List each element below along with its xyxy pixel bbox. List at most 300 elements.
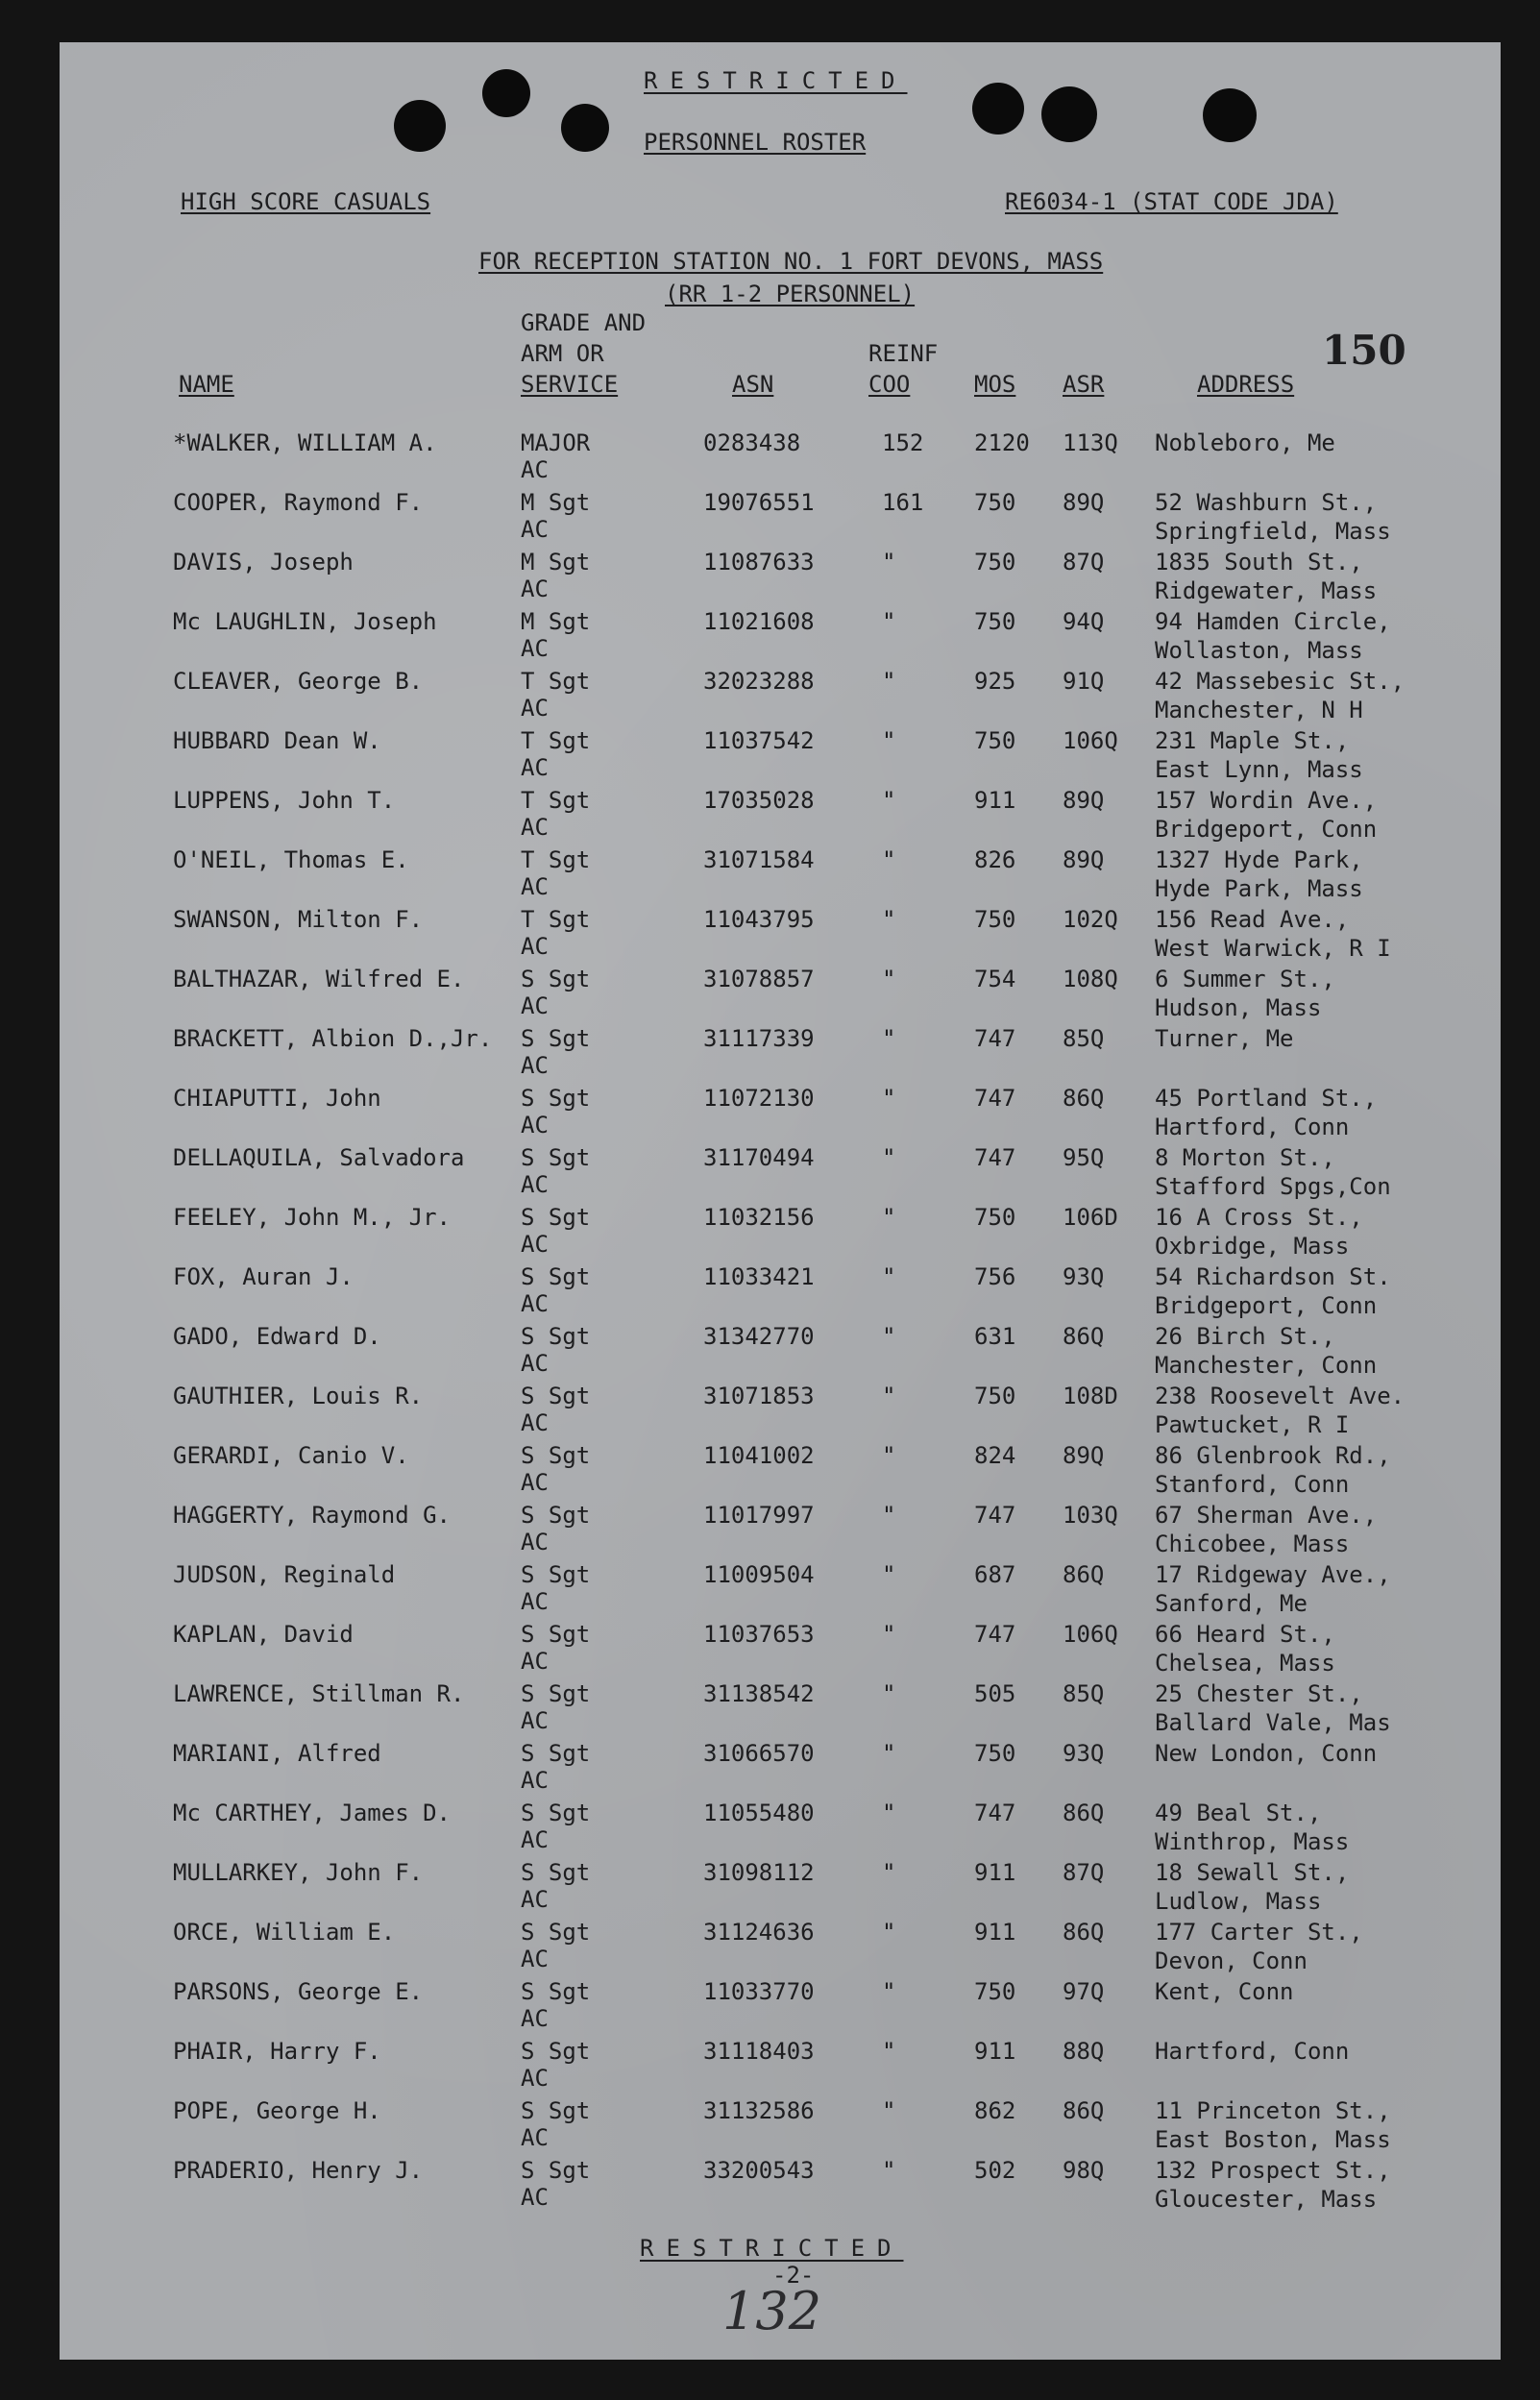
address-line1: 16 A Cross St., — [1155, 1204, 1363, 1231]
coo-cell: " — [882, 2157, 896, 2184]
mos-cell: 911 — [974, 787, 1016, 814]
address-line2: Chicobee, Mass — [1155, 1531, 1350, 1557]
asr-cell: 86Q — [1063, 1919, 1105, 1946]
asn-cell: 11043795 — [703, 906, 815, 933]
name-cell: Mc CARTHEY, James D. — [173, 1800, 451, 1826]
punch-hole — [394, 100, 446, 152]
address-line1: Nobleboro, Me — [1155, 429, 1335, 456]
name-cell: KAPLAN, David — [173, 1621, 354, 1648]
asr-cell: 95Q — [1063, 1144, 1105, 1171]
asr-cell: 86Q — [1063, 1085, 1105, 1112]
address-line2: East Lynn, Mass — [1155, 756, 1363, 783]
arm-cell: AC — [521, 1648, 549, 1675]
mos-cell: 925 — [974, 668, 1016, 695]
asr-cell: 86Q — [1063, 2097, 1105, 2124]
coo-cell: 152 — [882, 429, 924, 456]
mos-cell: 2120 — [974, 429, 1030, 456]
coo-cell: " — [882, 1442, 896, 1469]
arm-cell: AC — [521, 933, 549, 960]
grade-cell: S Sgt — [521, 1204, 591, 1231]
address-line1: 132 Prospect St., — [1155, 2157, 1391, 2184]
grade-cell: M Sgt — [521, 549, 591, 576]
asn-cell: 31170494 — [703, 1144, 815, 1171]
asn-cell: 19076551 — [703, 489, 815, 516]
grade-cell: S Sgt — [521, 1383, 591, 1409]
name-cell: LAWRENCE, Stillman R. — [173, 1680, 465, 1707]
address-line1: Kent, Conn — [1155, 1978, 1294, 2005]
grade-header-line2: ARM OR — [521, 340, 604, 367]
asn-cell: 11017997 — [703, 1502, 815, 1529]
name-cell: PHAIR, Harry F. — [173, 2038, 381, 2065]
grade-cell: T Sgt — [521, 846, 591, 873]
address-line2: Devon, Conn — [1155, 1947, 1308, 1974]
mos-cell: 747 — [974, 1144, 1016, 1171]
coo-cell: " — [882, 1859, 896, 1886]
restricted-footer: RESTRICTED — [640, 2235, 904, 2262]
asr-cell: 113Q — [1063, 429, 1118, 456]
asn-cell: 31138542 — [703, 1680, 815, 1707]
address-line2: Sanford, Me — [1155, 1590, 1308, 1617]
address-line1: 18 Sewall St., — [1155, 1859, 1350, 1886]
name-cell: PARSONS, George E. — [173, 1978, 424, 2005]
name-cell: GADO, Edward D. — [173, 1323, 381, 1350]
coo-cell: " — [882, 1025, 896, 1052]
coo-cell: " — [882, 1740, 896, 1767]
address-line1: 17 Ridgeway Ave., — [1155, 1561, 1391, 1588]
asn-cell: 31098112 — [703, 1859, 815, 1886]
mos-cell: 747 — [974, 1800, 1016, 1826]
asn-cell: 31124636 — [703, 1919, 815, 1946]
arm-cell: AC — [521, 2184, 549, 2211]
mos-cell: 750 — [974, 608, 1016, 635]
mos-header: MOS — [974, 371, 1016, 398]
asr-cell: 97Q — [1063, 1978, 1105, 2005]
table-row — [60, 1799, 1501, 1858]
table-row — [60, 1322, 1501, 1382]
grade-cell: S Sgt — [521, 1263, 591, 1290]
address-line2: Wollaston, Mass — [1155, 637, 1363, 664]
arm-cell: AC — [521, 873, 549, 900]
table-row — [60, 786, 1501, 845]
mos-cell: 911 — [974, 1859, 1016, 1886]
asn-cell: 33200543 — [703, 2157, 815, 2184]
table-row — [60, 488, 1501, 548]
name-cell: POPE, George H. — [173, 2097, 381, 2124]
page-number: 150 — [1322, 327, 1406, 374]
table-row — [60, 1620, 1501, 1679]
table-row — [60, 1679, 1501, 1739]
asr-cell: 85Q — [1063, 1680, 1105, 1707]
asn-cell: 11037542 — [703, 727, 815, 754]
mos-cell: 747 — [974, 1025, 1016, 1052]
address-line1: 231 Maple St., — [1155, 727, 1350, 754]
table-row — [60, 607, 1501, 667]
address-line1: 25 Chester St., — [1155, 1680, 1363, 1707]
mos-cell: 826 — [974, 846, 1016, 873]
coo-cell: " — [882, 1502, 896, 1529]
asn-cell: 11032156 — [703, 1204, 815, 1231]
address-line2: Winthrop, Mass — [1155, 1828, 1350, 1855]
name-header: NAME — [179, 371, 234, 398]
coo-cell: " — [882, 1919, 896, 1946]
table-row — [60, 1977, 1501, 2037]
asn-cell: 11021608 — [703, 608, 815, 635]
grade-cell: S Sgt — [521, 1144, 591, 1171]
asn-cell: 11055480 — [703, 1800, 815, 1826]
coo-cell: " — [882, 1621, 896, 1648]
arm-cell: AC — [521, 1946, 549, 1972]
asn-cell: 11041002 — [703, 1442, 815, 1469]
reinf-header-line2: COO — [868, 371, 911, 398]
address-line1: 42 Massebesic St., — [1155, 668, 1406, 695]
arm-cell: AC — [521, 1529, 549, 1555]
address-line2: Ridgewater, Mass — [1155, 577, 1378, 604]
table-row — [60, 548, 1501, 607]
mos-cell: 750 — [974, 727, 1016, 754]
address-line2: Manchester, N H — [1155, 697, 1363, 723]
arm-cell: AC — [521, 1409, 549, 1436]
page-mark: -2- — [772, 2262, 815, 2289]
name-cell: SWANSON, Milton F. — [173, 906, 424, 933]
table-row — [60, 1560, 1501, 1620]
grade-cell: MAJOR — [521, 429, 591, 456]
grade-cell: S Sgt — [521, 1502, 591, 1529]
address-line1: 67 Sherman Ave., — [1155, 1502, 1378, 1529]
asn-cell: 31071853 — [703, 1383, 815, 1409]
name-cell: Mc LAUGHLIN, Joseph — [173, 608, 437, 635]
mos-cell: 750 — [974, 906, 1016, 933]
mos-cell: 747 — [974, 1621, 1016, 1648]
grade-cell: S Sgt — [521, 1978, 591, 2005]
address-line2: Oxbridge, Mass — [1155, 1233, 1350, 1260]
arm-cell: AC — [521, 1588, 549, 1615]
asn-cell: 11087633 — [703, 549, 815, 576]
punch-hole — [972, 83, 1024, 135]
asr-cell: 87Q — [1063, 1859, 1105, 1886]
asn-cell: 11072130 — [703, 1085, 815, 1112]
table-row — [60, 1382, 1501, 1441]
mos-cell: 750 — [974, 1740, 1016, 1767]
address-line2: Gloucester, Mass — [1155, 2186, 1378, 2213]
punch-hole — [1041, 86, 1097, 142]
name-cell: JUDSON, Reginald — [173, 1561, 396, 1588]
personnel-line: (RR 1-2 PERSONNEL) — [665, 281, 916, 307]
address-line2: Chelsea, Mass — [1155, 1650, 1335, 1677]
mos-cell: 750 — [974, 1204, 1016, 1231]
grade-cell: S Sgt — [521, 1859, 591, 1886]
address-line1: New London, Conn — [1155, 1740, 1378, 1767]
table-row — [60, 1858, 1501, 1918]
grade-cell: S Sgt — [521, 1323, 591, 1350]
arm-cell: AC — [521, 1171, 549, 1198]
grade-cell: S Sgt — [521, 1800, 591, 1826]
address-line1: 52 Washburn St., — [1155, 489, 1378, 516]
address-line2: Hudson, Mass — [1155, 994, 1322, 1021]
address-line2: Ballard Vale, Mas — [1155, 1709, 1391, 1736]
grade-header-line3: SERVICE — [521, 371, 619, 398]
asr-cell: 93Q — [1063, 1740, 1105, 1767]
asr-cell: 89Q — [1063, 489, 1105, 516]
asn-cell: 11033421 — [703, 1263, 815, 1290]
grade-cell: T Sgt — [521, 727, 591, 754]
name-cell: CHIAPUTTI, John — [173, 1085, 381, 1112]
table-row — [60, 1441, 1501, 1501]
punch-hole — [561, 104, 609, 152]
address-line1: 1327 Hyde Park, — [1155, 846, 1363, 873]
asr-cell: 102Q — [1063, 906, 1118, 933]
address-line1: 86 Glenbrook Rd., — [1155, 1442, 1391, 1469]
table-row — [60, 429, 1501, 488]
coo-cell: " — [882, 1204, 896, 1231]
mos-cell: 911 — [974, 1919, 1016, 1946]
table-row — [60, 2156, 1501, 2216]
table-row — [60, 1203, 1501, 1262]
mos-cell: 862 — [974, 2097, 1016, 2124]
coo-cell: " — [882, 1978, 896, 2005]
address-line1: 45 Portland St., — [1155, 1085, 1378, 1112]
coo-cell: " — [882, 966, 896, 992]
grade-cell: T Sgt — [521, 906, 591, 933]
grade-header-line1: GRADE AND — [521, 309, 647, 336]
grade-cell: M Sgt — [521, 608, 591, 635]
name-cell: DAVIS, Joseph — [173, 549, 354, 576]
asr-cell: 103Q — [1063, 1502, 1118, 1529]
grade-cell: M Sgt — [521, 489, 591, 516]
arm-cell: AC — [521, 1052, 549, 1079]
address-line2: West Warwick, R I — [1155, 935, 1391, 962]
table-row — [60, 845, 1501, 905]
table-row — [60, 1084, 1501, 1143]
stat-code: RE6034-1 (STAT CODE JDA) — [1005, 188, 1338, 215]
coo-cell: " — [882, 2097, 896, 2124]
address-line2: Hartford, Conn — [1155, 1114, 1350, 1140]
name-cell: O'NEIL, Thomas E. — [173, 846, 409, 873]
mos-cell: 750 — [974, 489, 1016, 516]
grade-cell: S Sgt — [521, 1680, 591, 1707]
arm-cell: AC — [521, 2005, 549, 2032]
coo-cell: " — [882, 668, 896, 695]
name-cell: MARIANI, Alfred — [173, 1740, 381, 1767]
table-row — [60, 667, 1501, 726]
asr-cell: 106Q — [1063, 727, 1118, 754]
asr-cell: 93Q — [1063, 1263, 1105, 1290]
asn-cell: 32023288 — [703, 668, 815, 695]
asr-cell: 108Q — [1063, 966, 1118, 992]
name-cell: PRADERIO, Henry J. — [173, 2157, 424, 2184]
table-row — [60, 1501, 1501, 1560]
coo-cell: " — [882, 727, 896, 754]
coo-cell: " — [882, 1263, 896, 1290]
address-line2: Hyde Park, Mass — [1155, 875, 1363, 902]
table-row — [60, 1143, 1501, 1203]
name-cell: HUBBARD Dean W. — [173, 727, 381, 754]
arm-cell: AC — [521, 814, 549, 841]
reinf-header-line1: REINF — [868, 340, 939, 367]
arm-cell: AC — [521, 695, 549, 722]
name-cell: *WALKER, WILLIAM A. — [173, 429, 437, 456]
address-line1: 238 Roosevelt Ave. — [1155, 1383, 1406, 1409]
arm-cell: AC — [521, 1886, 549, 1913]
asr-cell: 86Q — [1063, 1800, 1105, 1826]
coo-cell: " — [882, 549, 896, 576]
arm-cell: AC — [521, 1707, 549, 1734]
address-line1: Hartford, Conn — [1155, 2038, 1350, 2065]
mos-cell: 631 — [974, 1323, 1016, 1350]
table-row — [60, 1918, 1501, 1977]
arm-cell: AC — [521, 754, 549, 781]
asr-cell: 86Q — [1063, 1323, 1105, 1350]
arm-cell: AC — [521, 992, 549, 1019]
asr-cell: 87Q — [1063, 549, 1105, 576]
arm-cell: AC — [521, 2065, 549, 2092]
handwritten-page-number: 132 — [722, 2281, 822, 2341]
grade-cell: S Sgt — [521, 2038, 591, 2065]
coo-cell: " — [882, 1680, 896, 1707]
asr-cell: 89Q — [1063, 846, 1105, 873]
asr-cell: 88Q — [1063, 2038, 1105, 2065]
asn-cell: 11037653 — [703, 1621, 815, 1648]
asr-cell: 106Q — [1063, 1621, 1118, 1648]
name-cell: GERARDI, Canio V. — [173, 1442, 409, 1469]
grade-cell: S Sgt — [521, 1025, 591, 1052]
mos-cell: 756 — [974, 1263, 1016, 1290]
coo-cell: " — [882, 1323, 896, 1350]
punch-hole — [1203, 88, 1257, 142]
asn-cell: 31118403 — [703, 2038, 815, 2065]
table-row — [60, 905, 1501, 965]
asr-header: ASR — [1063, 371, 1105, 398]
mos-cell: 687 — [974, 1561, 1016, 1588]
asn-cell: 0283438 — [703, 429, 801, 456]
mos-cell: 754 — [974, 966, 1016, 992]
coo-cell: " — [882, 2038, 896, 2065]
arm-cell: AC — [521, 1112, 549, 1139]
address-line1: 177 Carter St., — [1155, 1919, 1363, 1946]
asr-cell: 106D — [1063, 1204, 1118, 1231]
coo-cell: " — [882, 1144, 896, 1171]
station-line: FOR RECEPTION STATION NO. 1 FORT DEVONS, MASS — [478, 248, 1104, 275]
restricted-header: RESTRICTED — [644, 67, 908, 94]
asr-cell: 94Q — [1063, 608, 1105, 635]
address-line1: 157 Wordin Ave., — [1155, 787, 1378, 814]
grade-cell: S Sgt — [521, 1085, 591, 1112]
grade-cell: T Sgt — [521, 668, 591, 695]
mos-cell: 824 — [974, 1442, 1016, 1469]
asn-cell: 17035028 — [703, 787, 815, 814]
address-line1: 156 Read Ave., — [1155, 906, 1350, 933]
asn-header: ASN — [732, 371, 774, 398]
grade-cell: S Sgt — [521, 1561, 591, 1588]
mos-cell: 502 — [974, 2157, 1016, 2184]
grade-cell: S Sgt — [521, 2157, 591, 2184]
grade-cell: S Sgt — [521, 2097, 591, 2124]
mos-cell: 747 — [974, 1085, 1016, 1112]
address-line2: Manchester, Conn — [1155, 1352, 1378, 1379]
address-line1: Turner, Me — [1155, 1025, 1294, 1052]
address-line1: 49 Beal St., — [1155, 1800, 1322, 1826]
address-line2: Pawtucket, R I — [1155, 1411, 1350, 1438]
asn-cell: 31071584 — [703, 846, 815, 873]
arm-cell: AC — [521, 1350, 549, 1377]
asr-cell: 98Q — [1063, 2157, 1105, 2184]
asr-cell: 108D — [1063, 1383, 1118, 1409]
name-cell: GAUTHIER, Louis R. — [173, 1383, 424, 1409]
coo-cell: " — [882, 846, 896, 873]
table-row — [60, 2096, 1501, 2156]
arm-cell: AC — [521, 1290, 549, 1317]
name-cell: BRACKETT, Albion D.,Jr. — [173, 1025, 493, 1052]
grade-cell: S Sgt — [521, 1442, 591, 1469]
mos-cell: 747 — [974, 1502, 1016, 1529]
address-line2: Springfield, Mass — [1155, 518, 1391, 545]
punch-hole — [482, 69, 530, 117]
asn-cell: 31117339 — [703, 1025, 815, 1052]
address-line1: 66 Heard St., — [1155, 1621, 1335, 1648]
arm-cell: AC — [521, 1767, 549, 1794]
coo-cell: " — [882, 1561, 896, 1588]
table-row — [60, 1024, 1501, 1084]
grade-cell: T Sgt — [521, 787, 591, 814]
address-line1: 26 Birch St., — [1155, 1323, 1335, 1350]
asr-cell: 89Q — [1063, 787, 1105, 814]
grade-cell: S Sgt — [521, 966, 591, 992]
unit-title: HIGH SCORE CASUALS — [181, 188, 431, 215]
coo-cell: 161 — [882, 489, 924, 516]
mos-cell: 750 — [974, 1383, 1016, 1409]
address-header: ADDRESS — [1197, 371, 1295, 398]
arm-cell: AC — [521, 1826, 549, 1853]
grade-cell: S Sgt — [521, 1919, 591, 1946]
table-row — [60, 965, 1501, 1024]
asn-cell: 11033770 — [703, 1978, 815, 2005]
name-cell: FEELEY, John M., Jr. — [173, 1204, 451, 1231]
name-cell: ORCE, William E. — [173, 1919, 396, 1946]
coo-cell: " — [882, 1085, 896, 1112]
name-cell: FOX, Auran J. — [173, 1263, 354, 1290]
asr-cell: 89Q — [1063, 1442, 1105, 1469]
grade-cell: S Sgt — [521, 1621, 591, 1648]
table-row — [60, 2037, 1501, 2096]
name-cell: HAGGERTY, Raymond G. — [173, 1502, 451, 1529]
coo-cell: " — [882, 906, 896, 933]
arm-cell: AC — [521, 1231, 549, 1258]
address-line1: 1835 South St., — [1155, 549, 1363, 576]
grade-cell: S Sgt — [521, 1740, 591, 1767]
address-line2: Stafford Spgs,Con — [1155, 1173, 1391, 1200]
address-line2: Bridgeport, Conn — [1155, 1292, 1378, 1319]
asn-cell: 31066570 — [703, 1740, 815, 1767]
mos-cell: 911 — [974, 2038, 1016, 2065]
name-cell: LUPPENS, John T. — [173, 787, 396, 814]
arm-cell: AC — [521, 576, 549, 602]
asn-cell: 31078857 — [703, 966, 815, 992]
coo-cell: " — [882, 608, 896, 635]
address-line2: Ludlow, Mass — [1155, 1888, 1322, 1915]
arm-cell: AC — [521, 635, 549, 662]
name-cell: CLEAVER, George B. — [173, 668, 424, 695]
name-cell: DELLAQUILA, Salvadora — [173, 1144, 465, 1171]
mos-cell: 505 — [974, 1680, 1016, 1707]
table-row — [60, 1739, 1501, 1799]
roster-title: PERSONNEL ROSTER — [644, 129, 867, 156]
address-line2: East Boston, Mass — [1155, 2126, 1391, 2153]
arm-cell: AC — [521, 2124, 549, 2151]
asn-cell: 11009504 — [703, 1561, 815, 1588]
coo-cell: " — [882, 787, 896, 814]
table-row — [60, 1262, 1501, 1322]
asr-cell: 91Q — [1063, 668, 1105, 695]
asr-cell: 85Q — [1063, 1025, 1105, 1052]
